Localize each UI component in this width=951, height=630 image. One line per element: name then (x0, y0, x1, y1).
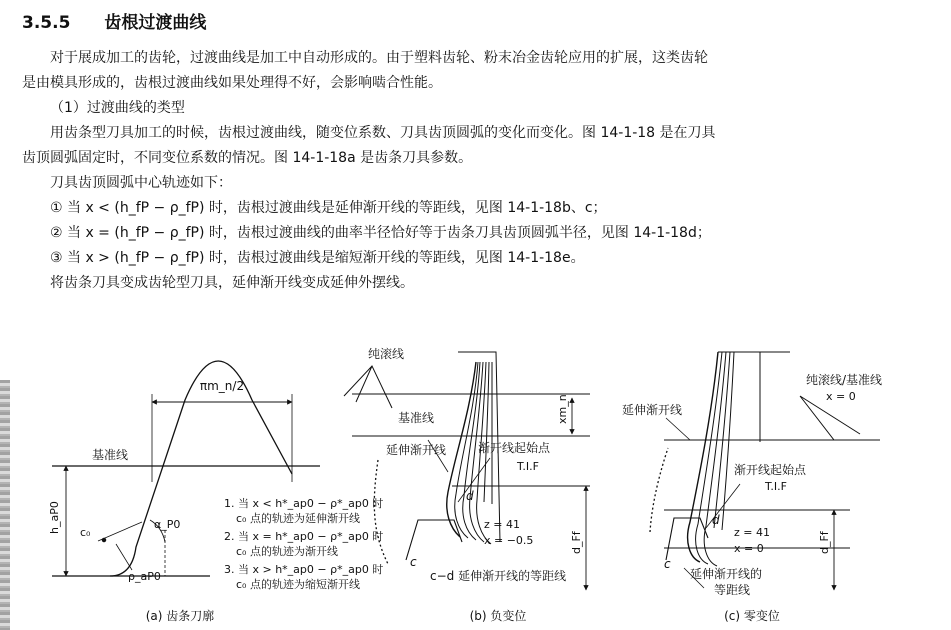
tif-label-c: T.I.F (765, 480, 787, 493)
section-heading (22, 8, 206, 33)
list-item-3: ③ 当 x > (h_fP − ρ_fP) 时，齿根过渡曲线是缩短渐开线的等距线，见图 14-1-18e。 (50, 250, 585, 266)
figure-14-1-18 (0, 322, 951, 630)
equidistant-label-c-line-1: 延伸渐开线的 (690, 567, 763, 581)
rolling-datum-label-c: 纯滚线/基准线 (806, 373, 883, 387)
tip-radius-label: ρ_aP0 (128, 570, 161, 583)
figure-c-zero-shift (622, 352, 882, 623)
note-2-condition: 2. 当 x = h*_ap0 − ρ*_ap0 时 (224, 530, 384, 543)
note-2-result: c₀ 点的轨迹为渐开线 (236, 545, 338, 558)
form-diameter-label-c: d_Ff (818, 531, 831, 554)
datum-line-label-a: 基准线 (92, 448, 129, 462)
paragraph-2-line-1: 用齿条型刀具加工的时候，齿根过渡曲线，随变位系数、刀具齿顶圆弧的变化而变化。图 14-1-18 是在刀具 (50, 125, 716, 141)
section-number: 3.5.5 (22, 13, 71, 33)
involute-start-label-c: 渐开线起始点 (734, 463, 807, 477)
rolling-line-label-b: 纯滚线 (368, 347, 405, 361)
figure-b-caption: (b) 负变位 (469, 609, 527, 623)
extended-involute-label-b: 延伸渐开线 (386, 443, 447, 457)
list-item-2: ② 当 x = (h_fP − ρ_fP) 时，齿根过渡曲线的曲率半径恰好等于齿条刀具齿顶圆弧半径，见图 14-1-18d； (50, 225, 711, 241)
teeth-number-c: z = 41 (734, 526, 770, 539)
subheading-1: （1）过渡曲线的类型 (50, 100, 185, 116)
equidistant-label-b: c−d 延伸渐开线的等距线 (430, 569, 567, 583)
figure-a-rack-profile (48, 361, 383, 623)
figure-a-caption: (a) 齿条刀廓 (145, 609, 215, 623)
form-diameter-label-b: d_Ff (570, 531, 583, 554)
point-c-label-b: c (410, 555, 417, 569)
shift-zero-label-c: x = 0 (826, 390, 856, 403)
paragraph-3: 刀具齿顶圆弧中心轨迹如下： (50, 175, 232, 191)
pitch-label: πm_n/2 (199, 379, 245, 393)
pressure-angle-label: α_P0 (154, 518, 181, 531)
extended-involute-label-c: 延伸渐开线 (622, 403, 683, 417)
point-c-label-c: c (664, 557, 671, 571)
point-d-label-c: d (712, 513, 720, 527)
shift-label-b: xm_n (556, 394, 569, 424)
tif-label-b: T.I.F (517, 460, 539, 473)
body-text (22, 46, 934, 296)
section-title: 齿根过渡曲线 (104, 13, 207, 33)
list-item-1: ① 当 x < (h_fP − ρ_fP) 时，齿根过渡曲线是延伸渐开线的等距线，见图 14-1-18b、c； (50, 200, 607, 216)
equidistant-label-c-line-2: 等距线 (714, 583, 751, 597)
paragraph-2-line-2: 齿顶圆弧固定时，不同变位系数的情况。图 14-1-18a 是齿条刀具参数。 (22, 150, 473, 166)
datum-line-label-b: 基准线 (398, 411, 435, 425)
teeth-number-b: z = 41 (484, 518, 520, 531)
point-d-label-b: d (466, 489, 474, 503)
figure-b-negative-shift (344, 346, 590, 623)
paragraph-1-line-2: 是由模具形成的，齿根过渡曲线如果处理得不好，会影响啮合性能。 (22, 75, 442, 91)
addendum-height-label: h_aP0 (48, 501, 61, 534)
figure-c-caption: (c) 零变位 (724, 609, 780, 623)
paragraph-4: 将齿条刀具变成齿轮型刀具，延伸渐开线变成延伸外摆线。 (50, 275, 414, 291)
shift-coefficient-c: x = 0 (734, 542, 764, 555)
shift-coefficient-b: x = −0.5 (484, 534, 534, 547)
center-point-label: c₀ (80, 526, 91, 539)
paragraph-1-line-1: 对于展成加工的齿轮，过渡曲线是加工中自动形成的。由于塑料齿轮、粉末冶金齿轮应用的扩展，这类齿轮 (50, 50, 708, 66)
note-1-result: c₀ 点的轨迹为延伸渐开线 (236, 512, 360, 525)
note-3-result: c₀ 点的轨迹为缩短渐开线 (236, 578, 360, 591)
involute-start-label-b: 渐开线起始点 (478, 441, 551, 455)
note-1-condition: 1. 当 x < h*_ap0 − ρ*_ap0 时 (224, 497, 384, 510)
note-3-condition: 3. 当 x > h*_ap0 − ρ*_ap0 时 (224, 563, 384, 576)
